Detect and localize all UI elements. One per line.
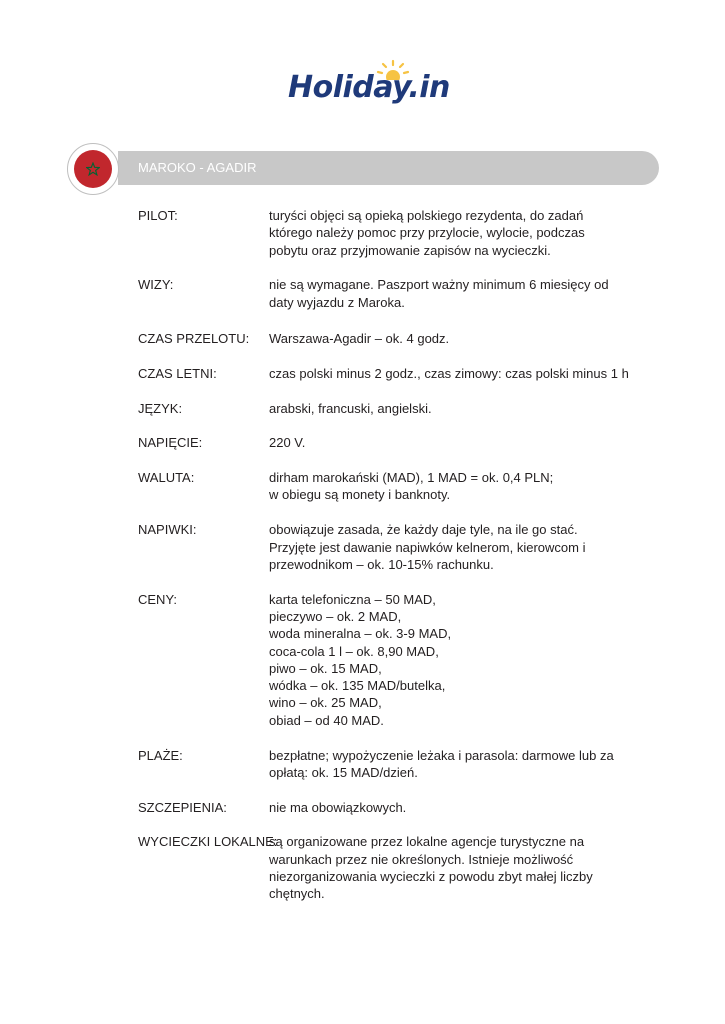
info-value-line: pobytu oraz przyjmowanie zapisów na wycieczki. <box>269 242 551 258</box>
info-label: PLAŻE: <box>138 747 183 763</box>
info-label: WALUTA: <box>138 470 195 486</box>
info-row <box>138 799 658 816</box>
info-value <box>269 330 658 347</box>
info-value <box>269 365 658 382</box>
info-value <box>269 591 658 729</box>
info-row <box>138 833 658 902</box>
info-value-line: dirham marokański (MAD), 1 MAD = ok. 0,4 PLN; <box>269 470 554 486</box>
info-label: NAPIWKI: <box>138 522 197 538</box>
info-value-line: warunkach przez nie określonych. Istnieje możliwość <box>269 851 574 867</box>
info-value-line: woda mineralna – ok. 3-9 MAD, <box>269 626 452 642</box>
info-value-line: piwo – ok. 15 MAD, <box>269 660 382 676</box>
info-value <box>269 747 658 782</box>
info-value <box>269 833 658 902</box>
info-value-line: karta telefoniczna – 50 MAD, <box>269 591 436 607</box>
info-value-line: turyści objęci są opieką polskiego rezydenta, do zadań <box>269 208 584 223</box>
info-value-line: opłatą: ok. 15 MAD/dzień. <box>269 764 418 780</box>
info-label: CZAS PRZELOTU: <box>138 330 250 346</box>
info-row <box>138 276 658 311</box>
info-value <box>269 521 658 573</box>
info-label: NAPIĘCIE: <box>138 435 203 451</box>
info-row <box>138 469 658 504</box>
info-row <box>138 207 658 259</box>
info-value-line: którego należy pomoc przy przylocie, wylocie, podczas <box>269 225 585 241</box>
morocco-flag-icon <box>74 150 112 188</box>
info-row <box>138 330 658 347</box>
info-value-line: bezpłatne; wypożyczenie leżaka i parasola: darmowe lub za <box>269 747 614 763</box>
info-value-line: 220 V. <box>269 435 306 451</box>
green-star-icon <box>86 162 100 176</box>
info-value-line: Przyjęte jest dawanie napiwków kelnerom, kierowcom i <box>269 539 586 555</box>
info-value-line: nie są wymagane. Paszport ważny minimum 6 miesięcy od <box>269 277 609 293</box>
info-label: CENY: <box>138 591 178 607</box>
info-value <box>269 276 658 311</box>
info-value-line: wino – ok. 25 MAD, <box>269 695 382 711</box>
info-value-line: w obiegu są monety i banknoty. <box>269 487 451 503</box>
info-value-line: obowiązuje zasada, że każdy daje tyle, na ile go stać. <box>269 522 578 538</box>
info-value-line: daty wyjazdu z Maroka. <box>269 294 405 310</box>
info-value-line: coca-cola 1 l – ok. 8,90 MAD, <box>269 643 439 659</box>
info-value-line: czas polski minus 2 godz., czas zimowy: czas polski minus 1 h <box>269 365 629 381</box>
info-value-line: niezorganizowania wycieczki z powodu zbyt małej liczby <box>269 869 593 885</box>
info-value <box>269 207 658 259</box>
info-label: SZCZEPIENIA: <box>138 799 227 815</box>
info-row <box>138 521 658 573</box>
info-value <box>269 400 658 417</box>
info-label: JĘZYK: <box>138 400 183 416</box>
info-value-line: obiad – od 40 MAD. <box>269 712 384 728</box>
info-row <box>138 747 658 782</box>
info-row <box>138 434 658 451</box>
info-label: CZAS LETNI: <box>138 365 217 381</box>
info-list <box>138 207 658 903</box>
info-value-line: przewodnikom – ok. 10-15% rachunku. <box>269 556 494 572</box>
info-value-line: wódka – ok. 135 MAD/butelka, <box>269 678 446 694</box>
info-value-line: są organizowane przez lokalne agencje turystyczne na <box>269 834 585 850</box>
logo-text: Holiday.in <box>288 70 450 105</box>
info-value-line: chętnych. <box>269 886 325 902</box>
flag-badge <box>67 143 119 195</box>
info-row <box>138 400 658 417</box>
info-label: PILOT: <box>138 208 178 223</box>
info-value-line: pieczywo – ok. 2 MAD, <box>269 608 402 624</box>
info-value <box>269 799 658 816</box>
info-value-line: nie ma obowiązkowych. <box>269 799 407 815</box>
info-label: WIZY: <box>138 277 174 293</box>
info-value <box>269 434 658 451</box>
info-row <box>138 591 658 729</box>
info-label: WYCIECZKI LOKALNE: <box>138 834 278 850</box>
destination-banner <box>118 151 659 185</box>
destination-title: MAROKO - AGADIR <box>138 160 257 175</box>
info-value-line: arabski, francuski, angielski. <box>269 400 432 416</box>
info-value <box>269 469 658 504</box>
holiday-in-logo <box>288 58 450 114</box>
info-value-line: Warszawa-Agadir – ok. 4 godz. <box>269 330 450 346</box>
info-row <box>138 365 658 382</box>
